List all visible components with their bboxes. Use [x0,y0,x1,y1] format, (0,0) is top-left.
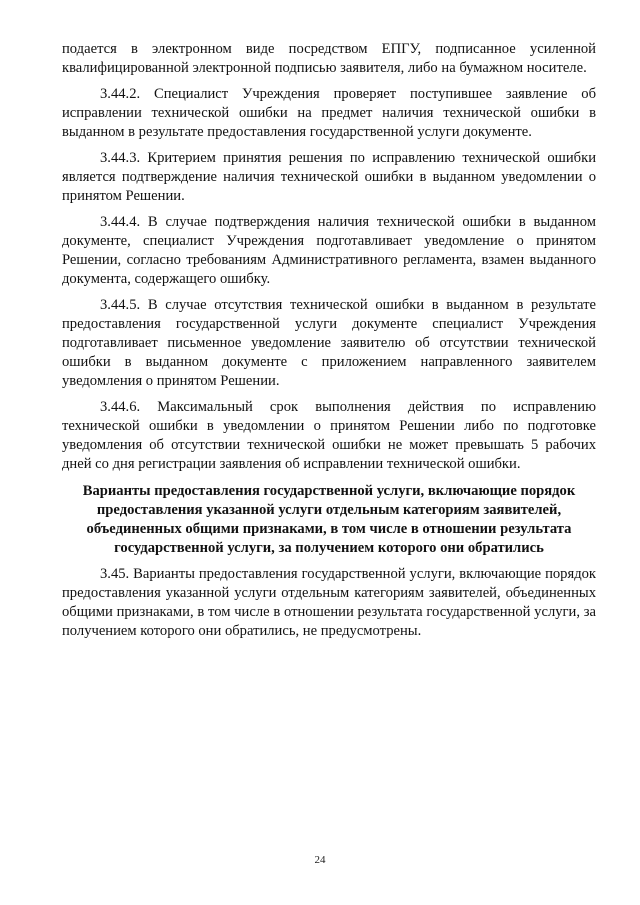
section-heading: Варианты предоставления государственной услуги, включающие порядок предоставления указанной услуги отдельным категориям заявителей, объединенных общими признаками, в том числе в отношении результата государственной услуги, за получением которого они обратились [82,483,576,556]
page-number: 24 [314,854,326,866]
paragraph-continuation: подается в электронном виде посредством ЕПГУ, подписанное усиленной квалифицированной электронной подписью заявителя, либо на бумажном носителе. [62,41,596,76]
paragraph-3-44-6: 3.44.6. Максимальный срок выполнения действия по исправлению технической ошибки в уведомлении о принятом Решении либо по подготовке уведомления об отсутствии технической ошибки не может превышать 5 рабочих дней со дня регистрации заявления об исправлении технической ошибки. [62,399,596,472]
paragraph-3-44-3: 3.44.3. Критерием принятия решения по исправлению технической ошибки является подтверждение наличия технической ошибки в выданном уведомлении о принятом Решении. [62,150,596,204]
paragraph-3-44-5: 3.44.5. В случае отсутствия технической ошибки в выданном в результате предоставления государственной услуги документе специалист Учреждения подготавливает письменное уведомление заявителю об отсутствии технической ошибки в выданном документе с приложением направленного заявителем уведомления о принятом Решении. [62,297,596,389]
paragraph-3-44-4: 3.44.4. В случае подтверждения наличия технической ошибки в выданном документе, специалист Учреждения подготавливает уведомление о принятом Решении, согласно требованиям Административного регламента, взамен выданного документа, содержащего ошибку. [62,214,596,287]
paragraph-3-45: 3.45. Варианты предоставления государственной услуги, включающие порядок предоставления указанной услуги отдельным категориям заявителей, объединенных общими признаками, в том числе в отношении результата государственной услуги, за получением которого они обратились, не предусмотрены. [62,566,596,639]
paragraph-3-44-2: 3.44.2. Специалист Учреждения проверяет поступившее заявление об исправлении технической ошибки на предмет наличия технической ошибки в выданном в результате предоставления государственной услуги документе. [62,86,596,140]
